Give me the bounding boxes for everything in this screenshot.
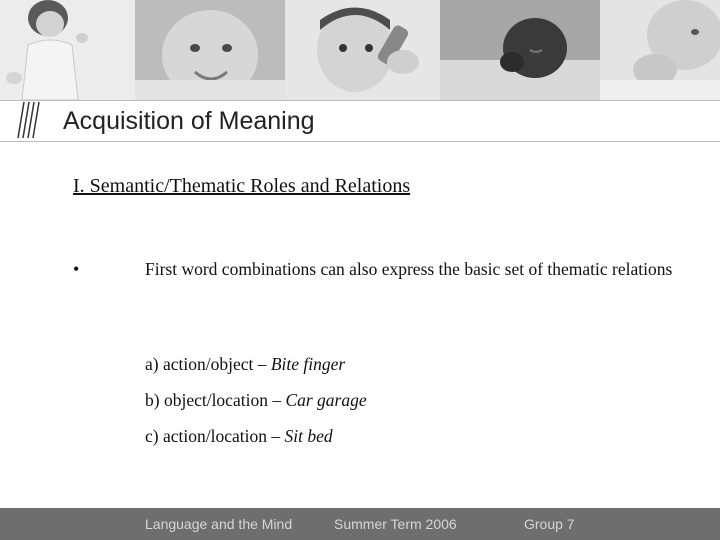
header-photo-strip [0,0,720,100]
smiling-baby-photo-icon [135,0,285,100]
example-phrase: Car garage [285,390,367,410]
example-label: c) action/location – [145,426,285,446]
sleeping-baby-photo-icon [440,0,600,100]
slide-title: Acquisition of Meaning [63,107,315,135]
example-label: a) action/object – [145,354,271,374]
footer-group: Group 7 [524,516,575,532]
footer-term: Summer Term 2006 [334,516,457,532]
example-phrase: Bite finger [270,354,346,374]
baby-with-phone-photo-icon [285,0,440,100]
slash-decoration-icon [14,100,48,140]
toddler-standing-photo-icon [0,0,135,100]
section-heading: I. Semantic/Thematic Roles and Relations [73,175,411,197]
example-phrase: Sit bed [284,426,333,446]
bullet-icon: • [73,259,80,279]
example-item [145,354,345,375]
footer-course: Language and the Mind [145,516,293,532]
bullet-text: First word combinations can also express the basic set of thematic relations [145,259,673,279]
example-label: b) object/location – [145,390,286,410]
example-item [145,426,333,447]
example-item [145,390,367,411]
lying-baby-photo-icon [600,0,720,100]
